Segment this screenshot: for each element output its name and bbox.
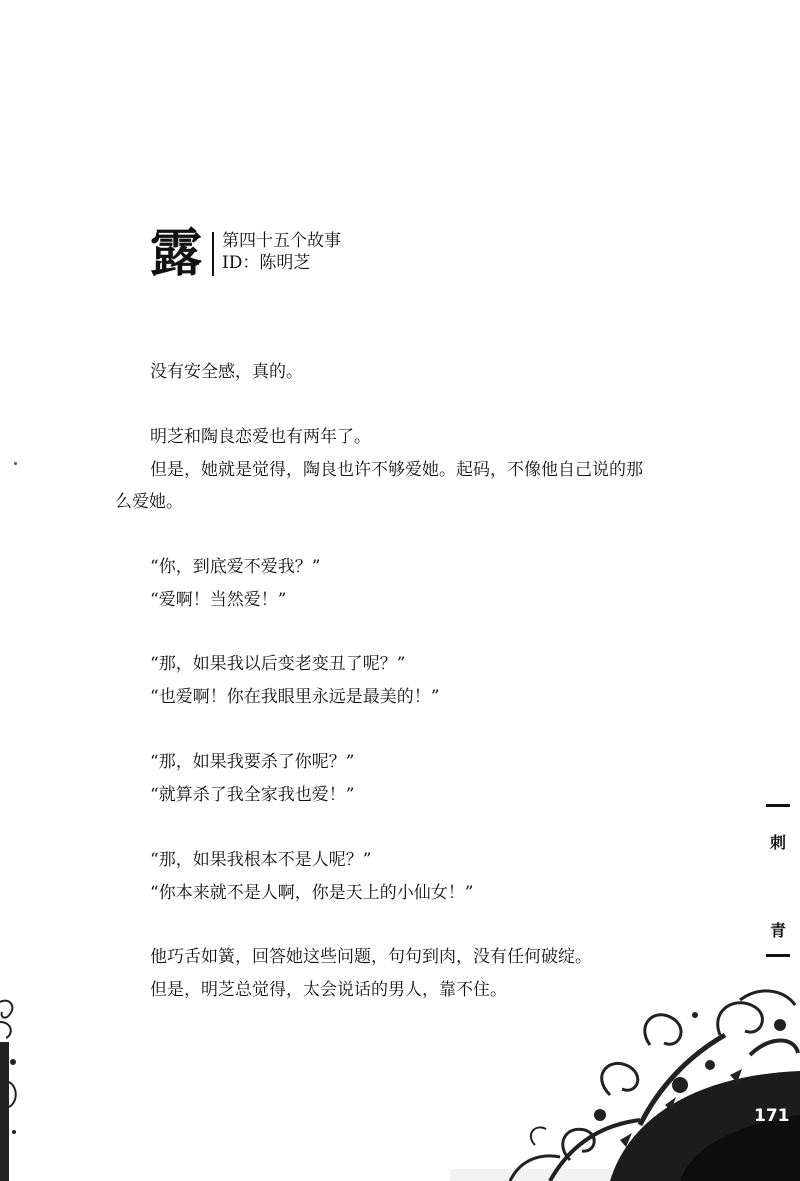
dialogue-line: “你，到底爱不爱我？” — [150, 557, 321, 577]
dialogue-line: “就算杀了我全家我也爱！” — [150, 785, 355, 805]
story-number-label: 第四十五个故事 — [222, 231, 341, 251]
dialogue-line: “那，如果我要杀了你呢？” — [150, 752, 355, 772]
paragraph-line: 么爱她。 — [115, 492, 183, 512]
author-name: 陈明芝 — [259, 253, 311, 273]
book-title-side-tab — [764, 796, 794, 966]
paragraph-line: 但是，明芝总觉得，太会说话的男人，靠不住。 — [150, 980, 507, 1000]
dialogue-line: “你本来就不是人啊，你是天上的小仙女！” — [150, 883, 474, 903]
dialogue-line: “爱啊！当然爱！” — [150, 590, 287, 610]
dialogue-line: “那，如果我以后变老变丑了呢？” — [150, 654, 406, 674]
side-tab-char: 刺 — [770, 833, 787, 852]
left-vine-decoration-icon — [0, 992, 20, 1181]
paragraph-line: 明芝和陶良恋爱也有两年了。 — [150, 427, 371, 447]
page-number: 171 — [754, 1106, 790, 1126]
side-tab-char: 青 — [770, 921, 787, 940]
side-tab-top-bar — [766, 804, 790, 807]
story-title-char: 露 — [150, 223, 203, 284]
vine-swirl-decoration-icon — [450, 975, 800, 1181]
dialogue-line: “也爱啊！你在我眼里永远是最美的！” — [150, 687, 440, 707]
id-label: ID： — [222, 253, 260, 273]
side-tab-bottom-bar — [766, 954, 790, 957]
paragraph-line: 他巧舌如簧，回答她这些问题，句句到肉，没有任何破绽。 — [150, 947, 592, 967]
paragraph-line: 没有安全感，真的。 — [150, 362, 303, 382]
dialogue-line: “那，如果我根本不是人呢？” — [150, 850, 372, 870]
scan-speck — [14, 462, 17, 465]
paragraph-line: 但是，她就是觉得，陶良也许不够爱她。起码，不像他自己说的那 — [150, 460, 643, 480]
